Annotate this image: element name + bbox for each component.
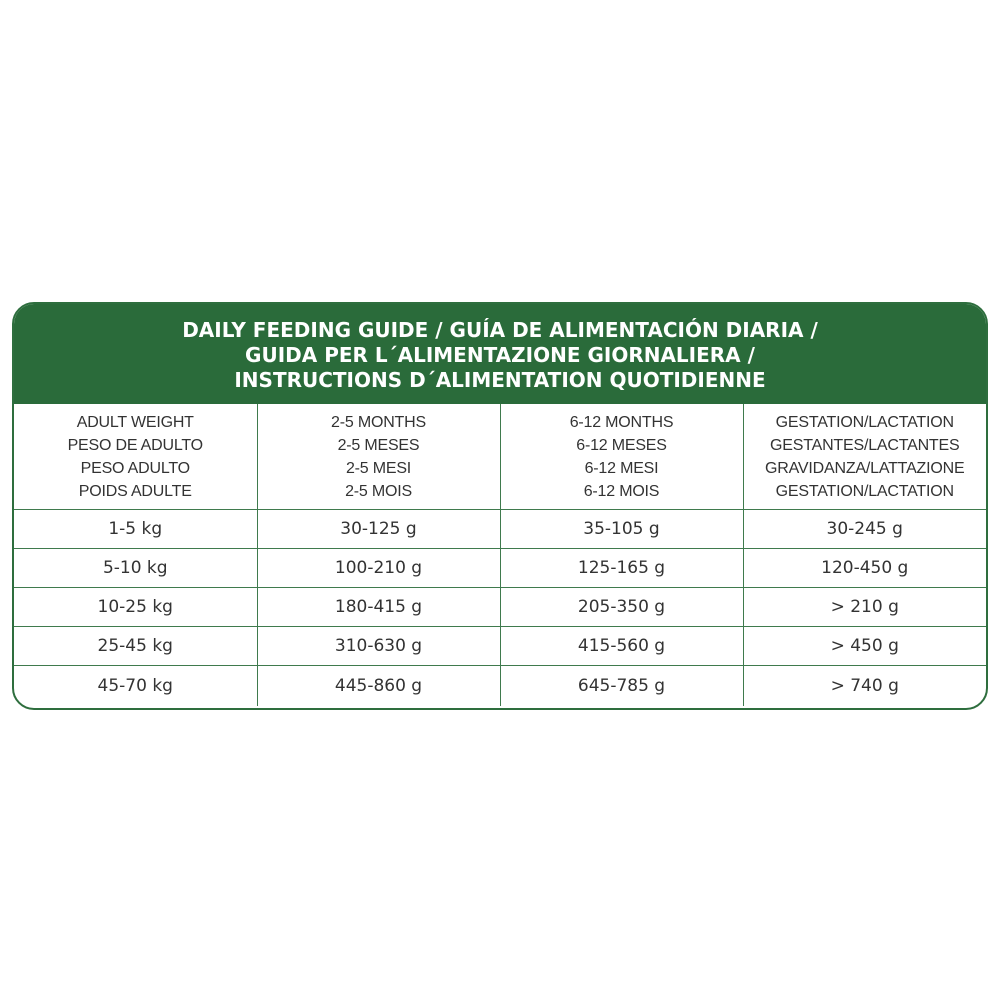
amount-gestation-cell: > 740 g [830, 676, 899, 696]
column-header-line: PESO DE ADULTO [67, 436, 203, 454]
amount-2-5-months-cell: 310-630 g [257, 627, 500, 666]
column-header-line: ADULT WEIGHT [76, 413, 194, 431]
table-row [14, 666, 986, 707]
amount-gestation-cell: 120-450 g [743, 549, 986, 588]
weight-cell: 10-25 kg [14, 588, 257, 627]
amount-2-5-months-cell: 180-415 g [257, 588, 500, 627]
table-row [14, 549, 986, 588]
column-header-gestation-lactation [743, 404, 986, 510]
amount-6-12-months-cell: 205-350 g [500, 588, 743, 627]
column-header-line: 6-12 MOIS [583, 482, 660, 500]
amount-6-12-months-cell: 125-165 g [500, 549, 743, 588]
column-header-line: 2-5 MONTHS [331, 413, 426, 431]
column-header-line: 6-12 MESI [584, 459, 659, 477]
weight-cell: 5-10 kg [14, 549, 257, 588]
column-header-line: GESTATION/LACTATION [775, 413, 954, 431]
table-row [14, 510, 986, 549]
table-row [14, 588, 986, 627]
column-header-line: GESTATION/LACTATION [775, 482, 954, 500]
column-header-line: GRAVIDANZA/LATTAZIONE [765, 459, 965, 477]
weight-cell: 1-5 kg [14, 510, 257, 549]
table-row [14, 627, 986, 666]
column-header-line: 2-5 MESI [345, 459, 412, 477]
column-header-line: GESTANTES/LACTANTES [770, 436, 960, 454]
column-header-line: PESO ADULTO [80, 459, 190, 477]
amount-gestation-cell: > 210 g [743, 588, 986, 627]
column-header-line: 2-5 MOIS [345, 482, 412, 500]
feeding-guide-table [12, 302, 988, 710]
title-line-3: INSTRUCTIONS D´ALIMENTATION QUOTIDIENNE [234, 367, 766, 392]
title-line-1: DAILY FEEDING GUIDE / GUÍA DE ALIMENTACIÓN DIARIA / [182, 317, 818, 342]
amount-6-12-months-cell: 415-560 g [500, 627, 743, 666]
amount-gestation-cell: 30-245 g [743, 510, 986, 549]
column-header-line: 6-12 MONTHS [569, 413, 674, 431]
title-line-2: GUIDA PER L´ALIMENTAZIONE GIORNALIERA / [245, 342, 755, 367]
weight-cell: 25-45 kg [14, 627, 257, 666]
amount-2-5-months-cell: 30-125 g [257, 510, 500, 549]
column-header-line: 6-12 MESES [576, 436, 667, 454]
column-header-adult-weight [14, 404, 257, 510]
feeding-grid [14, 404, 986, 706]
amount-6-12-months-cell: 35-105 g [500, 510, 743, 549]
guide-header [14, 304, 986, 404]
amount-gestation-cell: > 450 g [743, 627, 986, 666]
amount-6-12-months-cell: 645-785 g [500, 666, 743, 707]
amount-2-5-months-cell: 100-210 g [257, 549, 500, 588]
column-header-row [14, 404, 986, 510]
amount-2-5-months-cell: 445-860 g [257, 666, 500, 707]
column-header-6-12-months [500, 404, 743, 510]
column-header-line: 2-5 MESES [337, 436, 420, 454]
weight-cell: 45-70 kg [14, 666, 257, 707]
column-header-line: POIDS ADULTE [78, 482, 192, 500]
column-header-2-5-months [257, 404, 500, 510]
